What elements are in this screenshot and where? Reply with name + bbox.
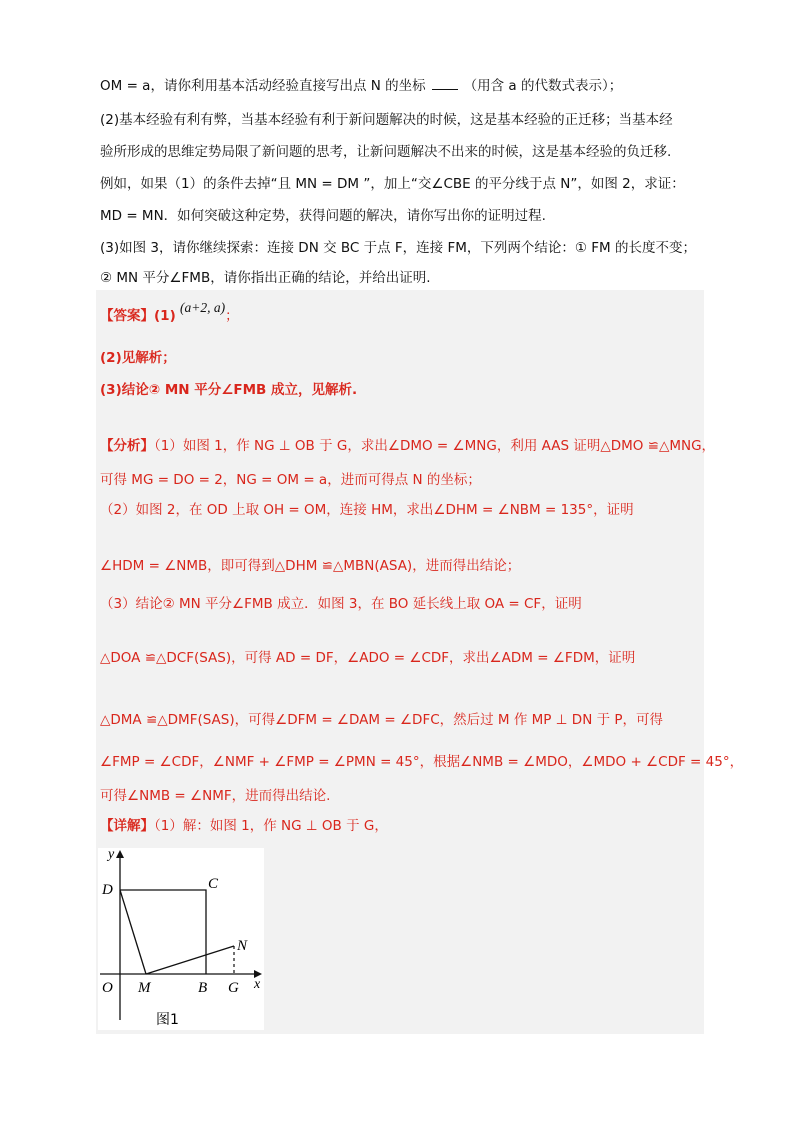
detail-line-1-text: （1）解：如图 1，作 NG ⊥ OB 于 G，	[154, 818, 388, 834]
label-c: C	[208, 876, 219, 892]
detail-line-1	[100, 816, 388, 836]
label-o: O	[102, 980, 113, 996]
question-line-1-text: OM = a，请你利用基本活动经验直接写出点 N 的坐标	[100, 78, 426, 94]
question-line-1-tail: （用含 a 的代数式表示）；	[463, 78, 623, 94]
label-y: y	[108, 848, 115, 862]
answer-1-value: (a+2, a)	[180, 300, 226, 315]
analysis-line-6: △DOA ≌△DCF(SAS)，可得 AD = DF，∠ADO = ∠CDF，求出∠ADM = ∠FDM，证明	[100, 650, 636, 666]
analysis-line-9: 可得∠NMB = ∠NMF，进而得出结论.	[100, 788, 331, 804]
analysis-line-5: （3）结论② MN 平分∠FMB 成立．如图 3，在 BO 延长线上取 OA = CF，证明	[100, 596, 582, 612]
question-line-3: 验所形成的思维定势局限了新问题的思考，让新问题解决不出来的时候，这是基本经验的负迁移.	[100, 144, 672, 160]
figure-1	[98, 848, 264, 1030]
analysis-line-1	[100, 436, 715, 456]
analysis-line-8: ∠FMP = ∠CDF，∠NMF + ∠FMP = ∠PMN = 45°，根据∠NMB = ∠MDO，∠MDO + ∠CDF = 45°，	[100, 754, 744, 770]
segment-dm	[120, 890, 146, 974]
figure-caption: 图1	[156, 1012, 179, 1028]
detail-tag: 【详解】	[100, 818, 154, 834]
label-x: x	[254, 977, 261, 992]
answer-tag: 【答案】	[100, 308, 154, 324]
question-line-5: MD = MN．如何突破这种定势，获得问题的解决，请你写出你的证明过程.	[100, 208, 546, 224]
question-line-7: ② MN 平分∠FMB，请你指出正确的结论，并给出证明.	[100, 270, 431, 286]
answer-blank	[432, 77, 458, 90]
answer-1-prefix: (1)	[154, 308, 176, 324]
answer-line-3: (3)结论② MN 平分∠FMB 成立，见解析.	[100, 382, 358, 398]
analysis-tag: 【分析】	[100, 438, 154, 454]
segment-mn	[146, 946, 234, 974]
analysis-line-1-text: （1）如图 1，作 NG ⊥ OB 于 G，求出∠DMO = ∠MNG，利用 AAS 证明△DMO ≌△MNG，	[154, 438, 716, 454]
analysis-line-3: （2）如图 2，在 OD 上取 OH = OM，连接 HM，求出∠DHM = ∠NBM = 135°，证明	[100, 502, 634, 518]
analysis-line-7: △DMA ≌△DMF(SAS)，可得∠DFM = ∠DAM = ∠DFC，然后过 M 作 MP ⊥ DN 于 P，可得	[100, 712, 664, 728]
y-axis-arrow	[116, 850, 124, 858]
analysis-line-2: 可得 MG = DO = 2，NG = OM = a，进而可得点 N 的坐标；	[100, 472, 481, 488]
label-g: G	[228, 980, 239, 996]
figure-1-diagram	[98, 848, 264, 1030]
label-m: M	[138, 980, 151, 996]
analysis-line-4: ∠HDM = ∠NMB，即可得到△DHM ≌△MBN(ASA)，进而得出结论；	[100, 558, 521, 574]
answer-line-1	[100, 300, 239, 326]
answer-line-2: (2)见解析；	[100, 350, 176, 366]
label-d: D	[102, 882, 113, 898]
label-b: B	[198, 980, 208, 996]
answer-1-suffix: ；	[225, 308, 239, 324]
label-n: N	[237, 938, 248, 954]
question-line-6: (3)如图 3，请你继续探索：连接 DN 交 BC 于点 F，连接 FM，下列两个结论：① FM 的长度不变；	[100, 240, 696, 256]
question-line-2: (2)基本经验有利有弊，当基本经验有利于新问题解决的时候，这是基本经验的正迁移；当基本经	[100, 112, 673, 128]
question-line-1	[100, 76, 622, 96]
question-line-4: 例如，如果（1）的条件去掉“且 MN = DM ”，加上“交∠CBE 的平分线于点 N”，如图 2，求证：	[100, 176, 685, 192]
